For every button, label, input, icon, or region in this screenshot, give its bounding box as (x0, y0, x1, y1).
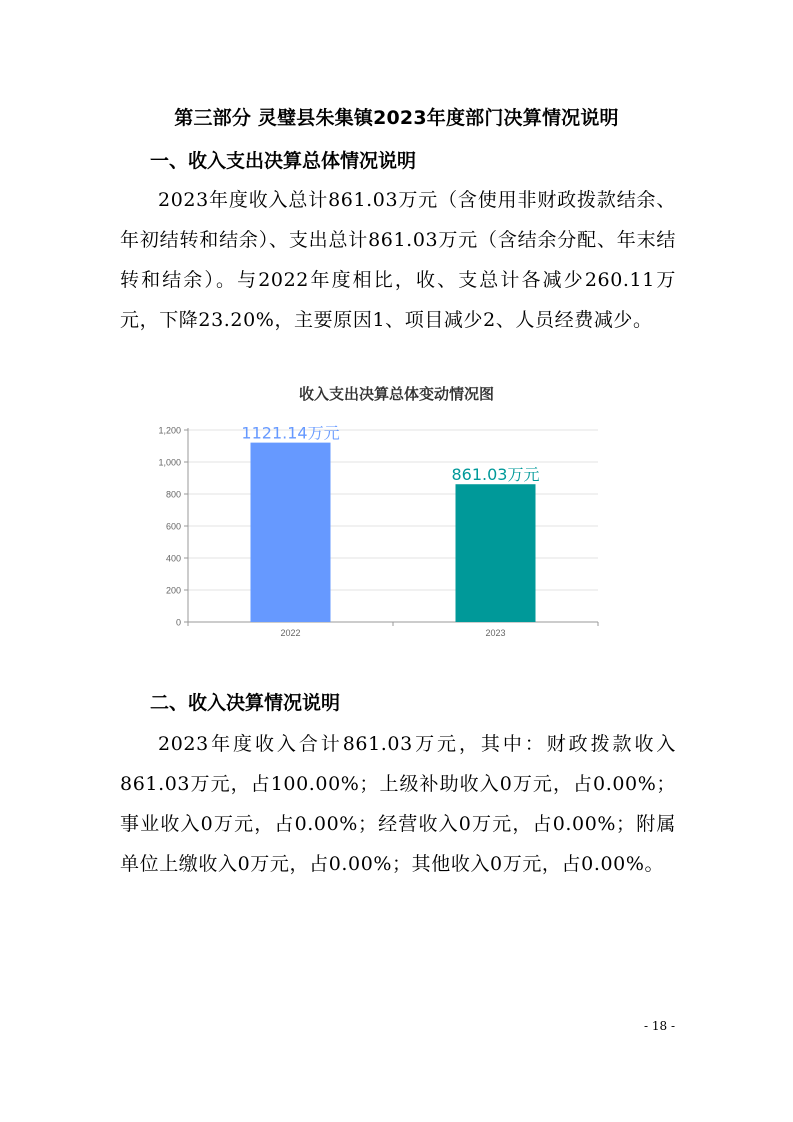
chart-title: 收入支出决算总体变动情况图 (298, 385, 494, 403)
bar-2023 (456, 484, 536, 622)
y-tick-label: 400 (165, 553, 181, 564)
y-tick-label: 0 (175, 617, 181, 628)
x-tick-label: 2023 (485, 628, 506, 638)
bar-2022 (251, 443, 331, 622)
page-title: 第三部分 灵璧县朱集镇2023年度部门决算情况说明 (174, 107, 619, 129)
y-tick-label: 800 (165, 489, 181, 500)
y-tick-label: 600 (165, 521, 181, 532)
paragraph-overall: 2023年度收入总计861.03万元（含使用非财政拨款结余、年初结转和结余）、支出总计861.03万元（含结余分配、年末结转和结余）。与2022年度相比，收、支总计各减少260.11万元，下降23.20%，主要原因1、项目减少2、人员经费减少。 (120, 189, 676, 331)
section-heading-overall: 一、收入支出决算总体情况说明 (150, 150, 417, 172)
y-tick-label: 1,000 (158, 457, 181, 468)
data-label-2023: 861.03万元 (451, 465, 540, 485)
y-tick-label: 1,200 (158, 425, 181, 436)
section-heading-income: 二、收入决算情况说明 (150, 692, 341, 714)
y-tick-label: 200 (165, 585, 181, 596)
x-tick-label: 2022 (280, 628, 301, 638)
page-number: - 18 - (643, 1019, 675, 1033)
paragraph-income: 2023年度收入合计861.03万元，其中：财政拨款收入861.03万元，占100.00%；上级补助收入0万元，占0.00%；事业收入0万元，占0.00%；经营收入0万元，占0.00%；附属单位上缴收入0万元，占0.00%；其他收入0万元，占0.00%。 (120, 733, 676, 875)
data-label-2022: 1121.14万元 (241, 423, 340, 443)
